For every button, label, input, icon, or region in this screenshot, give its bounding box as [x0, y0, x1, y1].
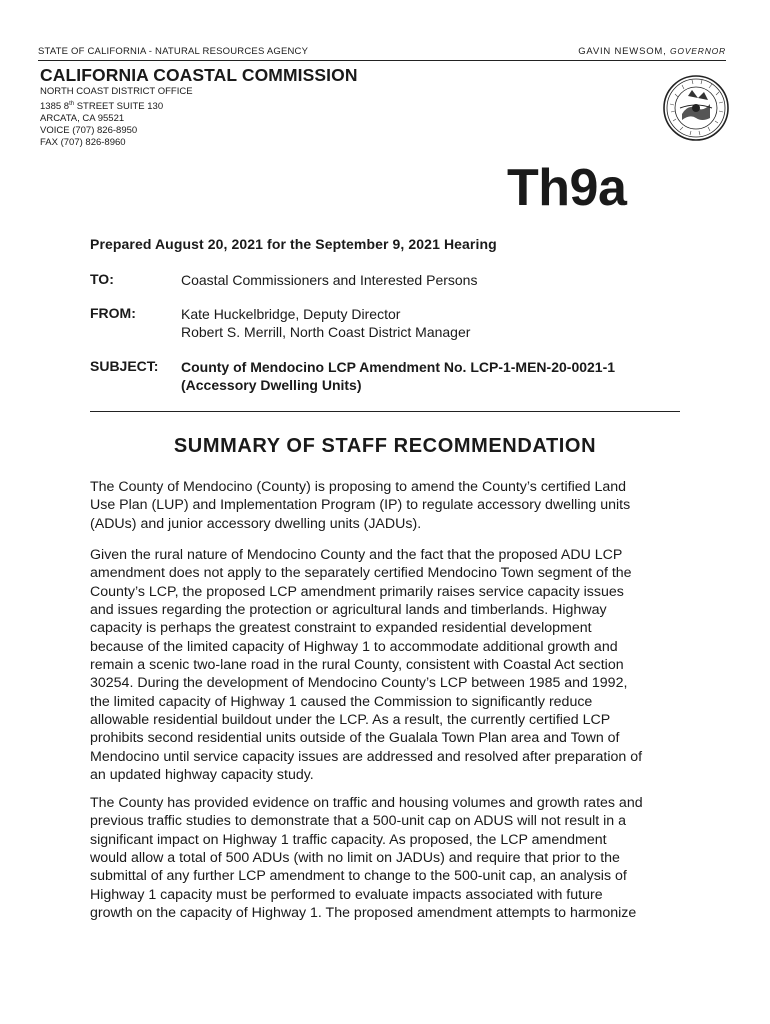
paragraph-line: amendment does not apply to the separately certified Mendocino Town segment of the — [90, 565, 632, 582]
paragraph-line: Highway 1 capacity must be performed to evaluate impacts associated with future — [90, 886, 603, 903]
agency-name: STATE OF CALIFORNIA - NATURAL RESOURCES AGENCY — [38, 46, 309, 57]
paragraph-line: capacity is perhaps the greatest constraint to expanded residential development — [90, 620, 592, 637]
agency-header-line — [38, 46, 726, 57]
paragraph-line: The County has provided evidence on traffic and housing volumes and growth rates and — [90, 795, 643, 811]
paragraph — [90, 546, 688, 784]
paragraph-line: growth on the capacity of Highway 1. The proposed amendment attempts to harmonize — [90, 905, 637, 922]
governor-title: GOVERNOR — [670, 46, 726, 56]
governor-line — [578, 46, 726, 57]
to-label: TO: — [90, 271, 114, 287]
subject-label: SUBJECT: — [90, 358, 159, 374]
from-label: FROM: — [90, 305, 136, 321]
office-line: NORTH COAST DISTRICT OFFICE — [40, 86, 193, 97]
from-line: Kate Huckelbridge, Deputy Director — [181, 306, 401, 322]
paragraph-line: remain a scenic two-lane road in the rural County, consistent with Coastal Act section — [90, 657, 624, 674]
paragraph-line: County’s LCP, the proposed LCP amendment primarily raises service capacity issues — [90, 583, 624, 600]
office-line: FAX (707) 826-8960 — [40, 137, 126, 149]
paragraph-line: previous traffic studies to demonstrate that a 500-unit cap on ADUS will not result in a — [90, 813, 626, 830]
agenda-item-number: Th9a — [507, 159, 627, 217]
office-line: ARCATA, CA 95521 — [40, 113, 125, 125]
paragraph-line: prohibits second residential units outside of the Gualala Town Plan area and Town of — [90, 730, 620, 747]
paragraph-line: significant impact on Highway 1 traffic capacity. As proposed, the LCP amendment — [90, 831, 607, 848]
seal-icon — [662, 74, 730, 142]
summary-heading: SUMMARY OF STAFF RECOMMENDATION — [173, 435, 597, 457]
paragraph-line: submittal of any further LCP amendment to change to the 500-unit cap, an analysis of — [90, 868, 627, 885]
memo-divider — [90, 411, 680, 412]
paragraph-line: Given the rural nature of Mendocino County and the fact that the proposed ADU LCP — [90, 547, 623, 563]
paragraph-line: 30254. During the development of Mendocino County’s LCP between 1985 and 1992, — [90, 675, 628, 692]
governor-name: GAVIN NEWSOM, — [578, 46, 667, 57]
subject-line: County of Mendocino LCP Amendment No. LCP-1-MEN-20-0021-1 — [181, 359, 616, 375]
prepared-date: Prepared August 20, 2021 for the September 9, 2021 Hearing — [90, 236, 497, 252]
paragraph — [90, 478, 688, 533]
paragraph-line: allowable residential buildout under the LCP. As a result, the currently certified LCP — [90, 712, 611, 729]
paragraph-line: would allow a total of 500 ADUs (with no limit on JADUs) and require that prior to the — [90, 850, 620, 867]
paragraph-line: Use Plan (LUP) and Implementation Program (IP) to regulate accessory dwelling units — [90, 497, 631, 514]
to-value: Coastal Commissioners and Interested Persons — [181, 272, 478, 288]
subject-line: (Accessory Dwelling Units) — [181, 377, 362, 393]
paragraph-line: because of the limited capacity of Highway 1 to accommodate additional growth and — [90, 638, 618, 655]
paragraph-line: and issues regarding the protection or agricultural lands and timberlands. Highway — [90, 602, 607, 619]
office-street: 1385 8th STREET SUITE 130 — [40, 101, 164, 113]
from-value — [181, 305, 470, 341]
paragraph-line: the limited capacity of Highway 1 caused the Commission to significantly reduce — [90, 693, 593, 710]
paragraph-line: (ADUs) and junior accessory dwelling units (JADUs). — [90, 515, 422, 532]
commission-name: CALIFORNIA COASTAL COMMISSION — [40, 65, 358, 85]
header-divider — [38, 60, 726, 61]
paragraph-line: The County of Mendocino (County) is proposing to amend the County’s certified Land — [90, 479, 627, 495]
subject-value — [181, 358, 615, 394]
paragraph — [90, 794, 688, 922]
office-line: VOICE (707) 826-8950 — [40, 125, 138, 137]
office-address — [40, 86, 193, 149]
paragraph-line: an updated highway capacity study. — [90, 767, 314, 784]
paragraph-line: Mendocino until service capacity issues are addressed and resolved after preparation of — [90, 748, 643, 765]
from-line: Robert S. Merrill, North Coast District Manager — [181, 324, 471, 340]
